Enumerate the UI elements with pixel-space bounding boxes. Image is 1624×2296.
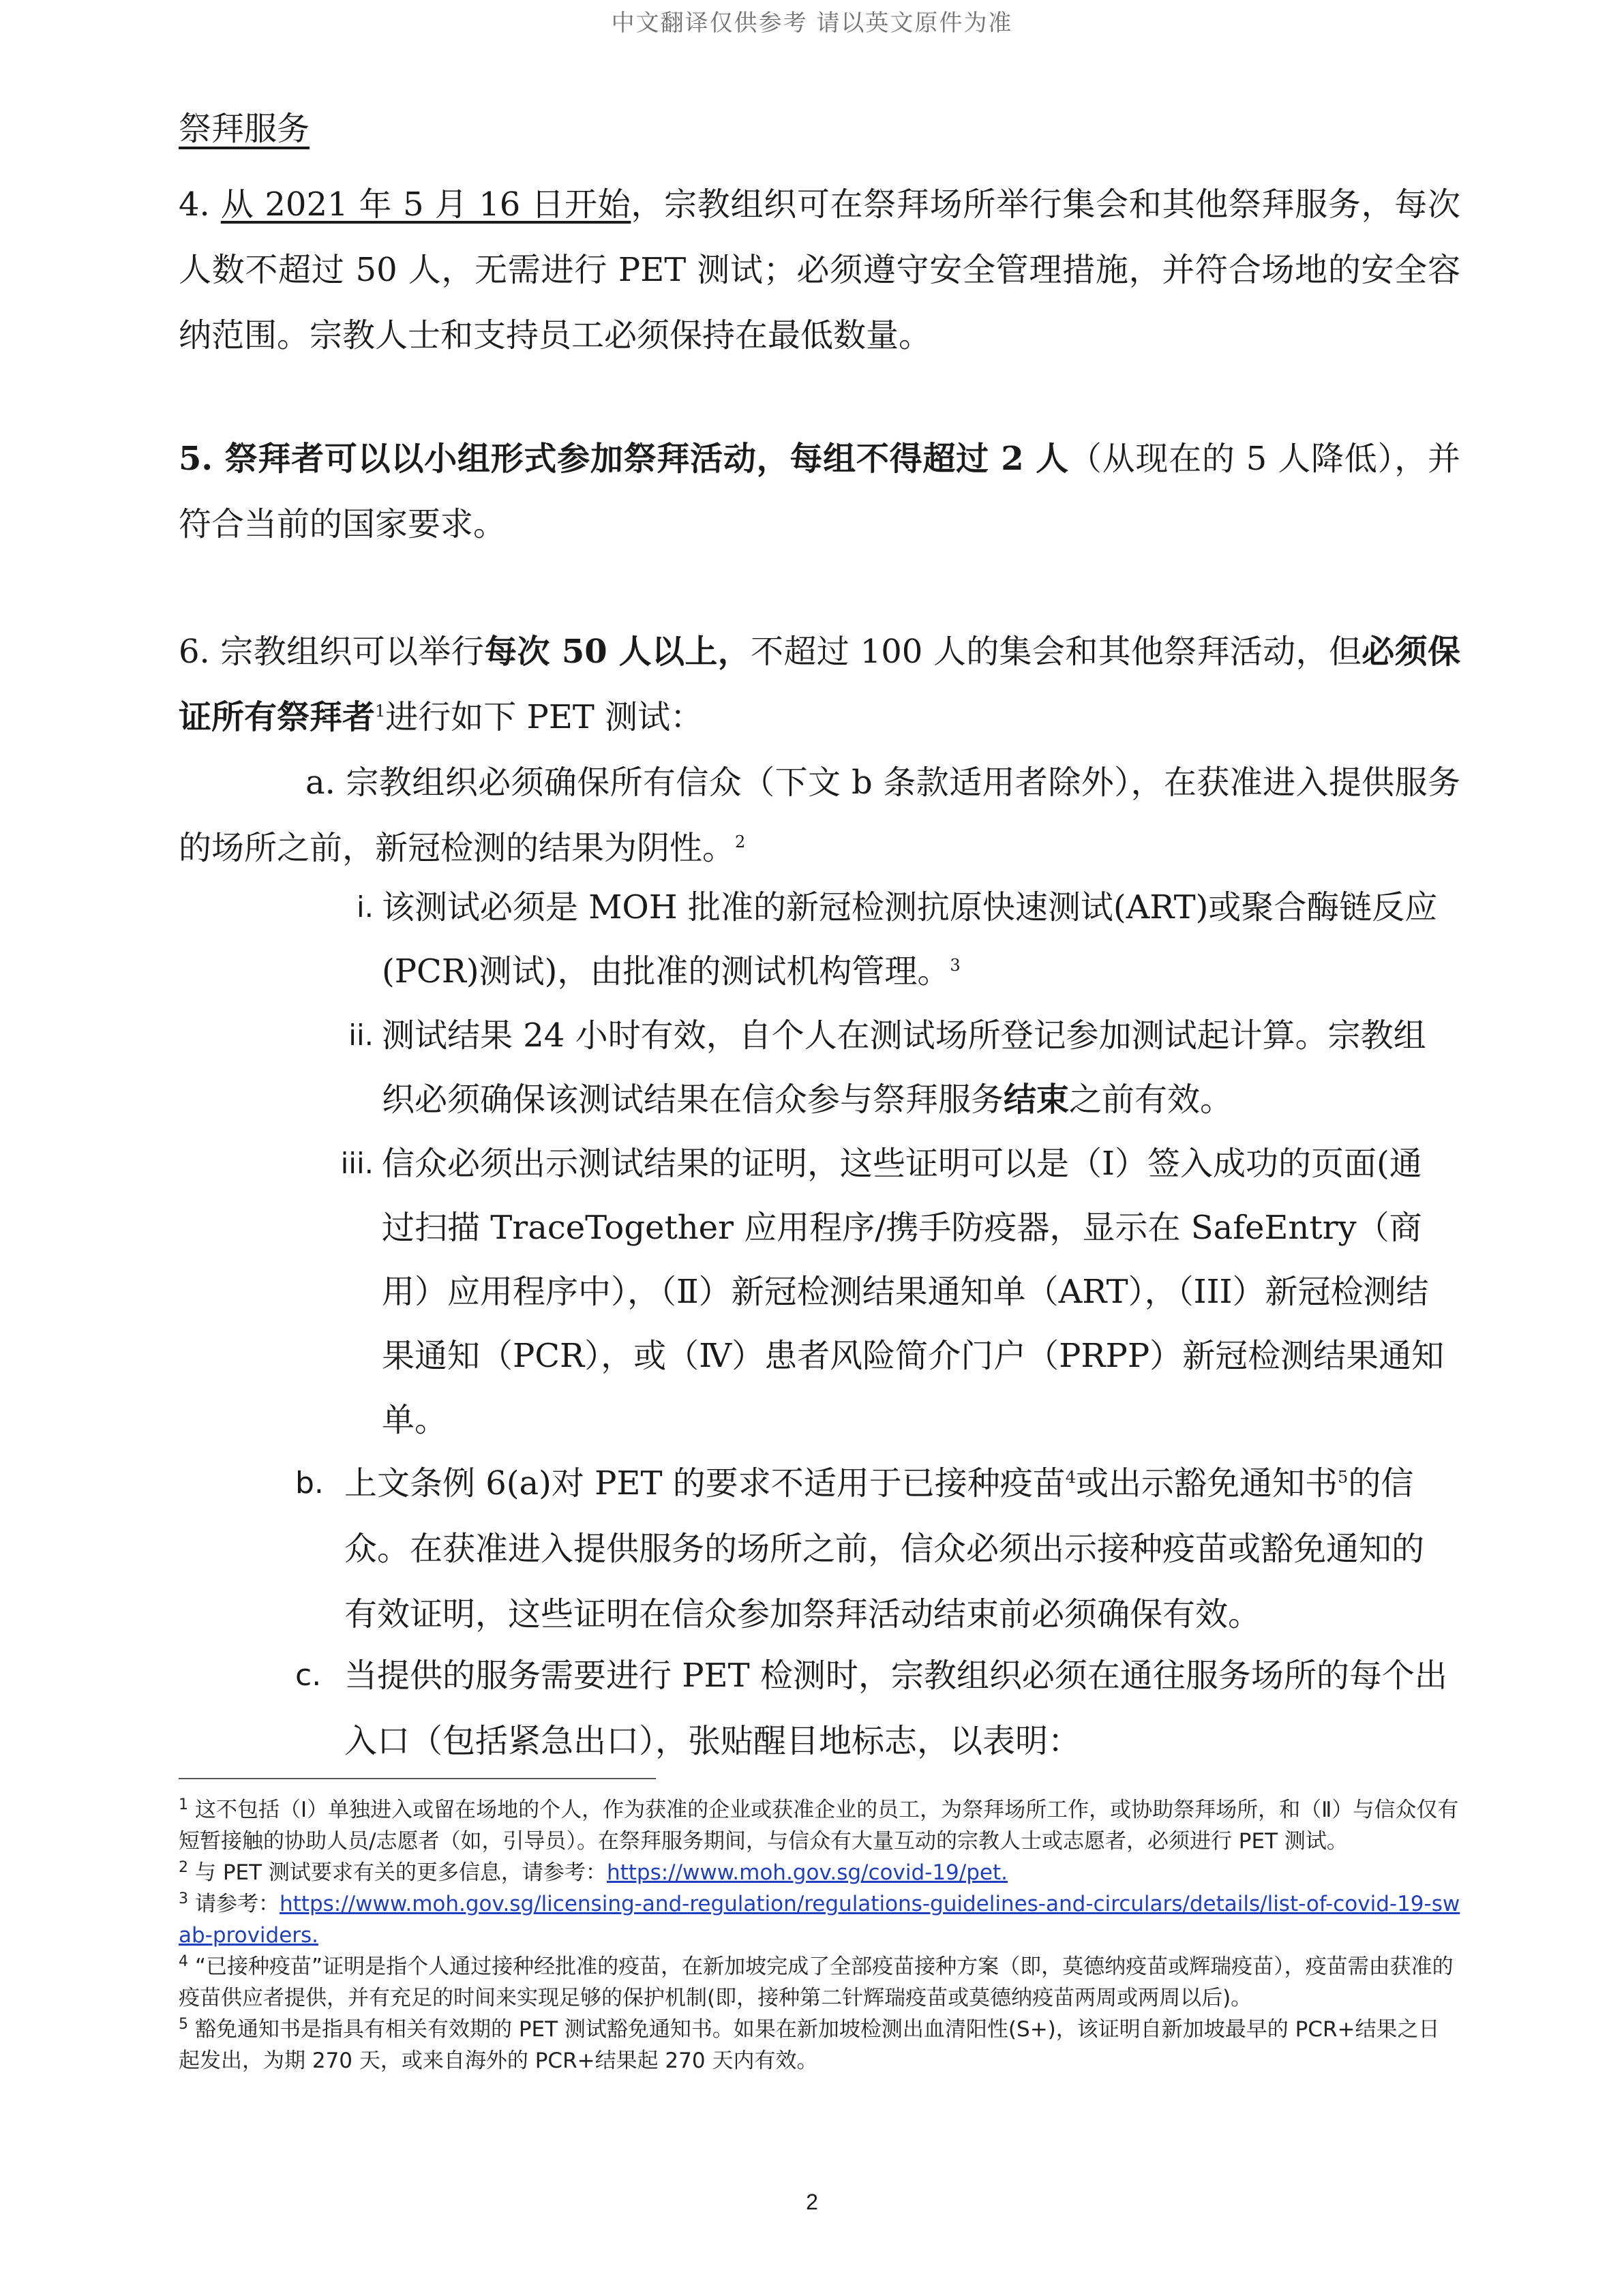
- footnote-1-text: 这不包括（Ⅰ）单独进入或留在场地的个人，作为获准的企业或获准企业的员工，为祭拜场所工作，或协助祭拜场所，和（Ⅱ）与信众仅有短暂接触的协助人员/志愿者（如，引导员）。在祭拜服务期间，与信众有大量互动的宗教人士或志愿者，必须进行 PET 测试。: [179, 1798, 1459, 1854]
- footnotes: [179, 1794, 1460, 2076]
- footnote-3-link[interactable]: https://www.moh.gov.sg/licensing-and-regulation/regulations-guidelines-and-circulars/details/list-of-covid-19-swab-providers.: [179, 1892, 1460, 1948]
- paragraph-4: [179, 172, 1460, 368]
- item-b-text-2: 或出示豁免通知书: [1076, 1464, 1338, 1502]
- footnote-ref-4: 4: [1065, 1468, 1077, 1487]
- footnote-4-text: “已接种疫苗”证明是指个人通过接种经批准的疫苗，在新加坡完成了全部疫苗接种方案（即，莫德纳疫苗或辉瑞疫苗），疫苗需由获准的疫苗供应者提供，并有充足的时间来实现足够的保护机制(即，接种第二针辉瑞疫苗或莫德纳疫苗两周或两周以后)。: [179, 1954, 1454, 2010]
- item-c: [295, 1643, 1449, 1774]
- item-b: [295, 1451, 1449, 1647]
- footnote-5-text: 豁免通知书是指具有相关有效期的 PET 测试豁免通知书。如果在新加坡检测出血清阳性(S+)，该证明自新加坡最早的 PCR+结果之日起发出，为期 270 天，或来自海外的 PCR+结果起 270 天内有效。: [179, 2017, 1440, 2073]
- paragraph-6-text-2: 不超过 100 人的集会和其他祭拜活动，但: [751, 633, 1362, 671]
- item-iii-text: 信众必须出示测试结果的证明，这些证明可以是（Ⅰ）签入成功的页面(通过扫描 TraceTogether 应用程序/携手防疫器，显示在 SafeEntry（商用）应用程序中），（Ⅱ）新冠检测结果通知单（ART），（III）新冠检测结果通知（PCR），或（Ⅳ）患者风险简介门户（PRPP）新冠检测结果通知单。: [382, 1145, 1445, 1439]
- item-ii: [348, 1003, 1445, 1132]
- item-a: [179, 750, 1460, 881]
- item-i: [356, 875, 1445, 1003]
- footnote-1: [179, 1794, 1460, 1857]
- paragraph-4-date: 从 2021 年 5 月 16 日开始: [220, 185, 631, 224]
- footnote-4: [179, 1951, 1460, 2014]
- paragraph-6-bold-1: 每次 50 人以上，: [484, 633, 751, 671]
- page-number: 2: [806, 2190, 818, 2214]
- paragraph-5-text: （从现在的 5 人降低），并符合当前的国家要求。: [179, 440, 1460, 543]
- item-ii-label: ii.: [348, 1018, 374, 1052]
- footnote-ref-2: 2: [735, 832, 746, 851]
- footnote-ref-5: 5: [1338, 1468, 1349, 1487]
- footnote-3-number: 3: [179, 1890, 188, 1907]
- item-b-label: b.: [295, 1466, 324, 1500]
- translation-notice-header: 中文翻译仅供参考 请以英文原件为准: [611, 10, 1013, 37]
- paragraph-5: [179, 426, 1460, 557]
- item-iii: [340, 1132, 1445, 1452]
- item-i-label: i.: [356, 890, 374, 924]
- item-ii-text-1: 测试结果 24 小时有效，自个人在测试场所登记参加测试起计算。宗教组织必须确保该测试结果在信众参与祭拜服务: [382, 1016, 1426, 1119]
- item-c-text: 当提供的服务需要进行 PET 检测时，宗教组织必须在通往服务场所的每个出入口（包括紧急出口），张贴醒目地标志，以表明：: [344, 1657, 1447, 1760]
- paragraph-4-number: 4.: [179, 185, 221, 224]
- paragraph-5-bold: 5. 祭拜者可以以小组形式参加祭拜活动，每组不得超过 2 人: [179, 440, 1069, 478]
- paragraph-6-bold-2: 必须保证所有祭拜者: [179, 633, 1460, 736]
- section-title: 祭拜服务: [179, 110, 310, 148]
- footnote-4-number: 4: [179, 1952, 188, 1970]
- item-c-label: c.: [295, 1658, 322, 1693]
- footnote-2-link[interactable]: https://www.moh.gov.sg/covid-19/pet.: [606, 1860, 1008, 1885]
- footnote-2-text: 与 PET 测试要求有关的更多信息，请参考：: [195, 1860, 607, 1885]
- footnote-ref-1: 1: [375, 701, 386, 721]
- footnote-3: [179, 1888, 1460, 1951]
- paragraph-6-text-1: 6. 宗教组织可以举行: [179, 633, 485, 671]
- footnote-2-number: 2: [179, 1858, 188, 1876]
- item-i-text: 该测试必须是 MOH 批准的新冠检测抗原快速测试(ART)或聚合酶链反应(PCR)测试)，由批准的测试机构管理。: [382, 888, 1438, 991]
- footnote-3-text: 请参考：: [195, 1892, 280, 1916]
- footnote-2: [179, 1857, 1460, 1888]
- item-a-text: a. 宗教组织必须确保所有信众（下文 b 条款适用者除外），在获准进入提供服务的场所之前，新冠检测的结果为阴性。: [179, 764, 1460, 867]
- item-ii-text-2: 之前有效。: [1069, 1081, 1233, 1119]
- footnote-5-number: 5: [179, 2015, 188, 2033]
- item-ii-bold: 结束: [1004, 1081, 1070, 1119]
- paragraph-4-text: ，宗教组织可在祭拜场所举行集会和其他祭拜服务，每次人数不超过 50 人，无需进行 PET 测试；必须遵守安全管理措施，并符合场地的安全容纳范围。宗教人士和支持员工必须保持在最低数量。: [179, 185, 1460, 354]
- footnote-5: [179, 2014, 1460, 2076]
- item-iii-label: iii.: [340, 1147, 374, 1180]
- footnote-separator: [179, 1778, 656, 1779]
- paragraph-6-text-3: 进行如下 PET 测试：: [385, 698, 704, 736]
- footnote-ref-3: 3: [950, 956, 961, 975]
- paragraph-6: [179, 619, 1460, 750]
- footnote-1-number: 1: [179, 1796, 188, 1813]
- item-b-text-1: 上文条例 6(a)对 PET 的要求不适用于已接种疫苗: [344, 1464, 1066, 1502]
- item-b-text-3: 的信众。在获准进入提供服务的场所之前，信众必须出示接种疫苗或豁免通知的有效证明，这些证明在信众参加祭拜活动结束前必须确保有效。: [344, 1464, 1425, 1633]
